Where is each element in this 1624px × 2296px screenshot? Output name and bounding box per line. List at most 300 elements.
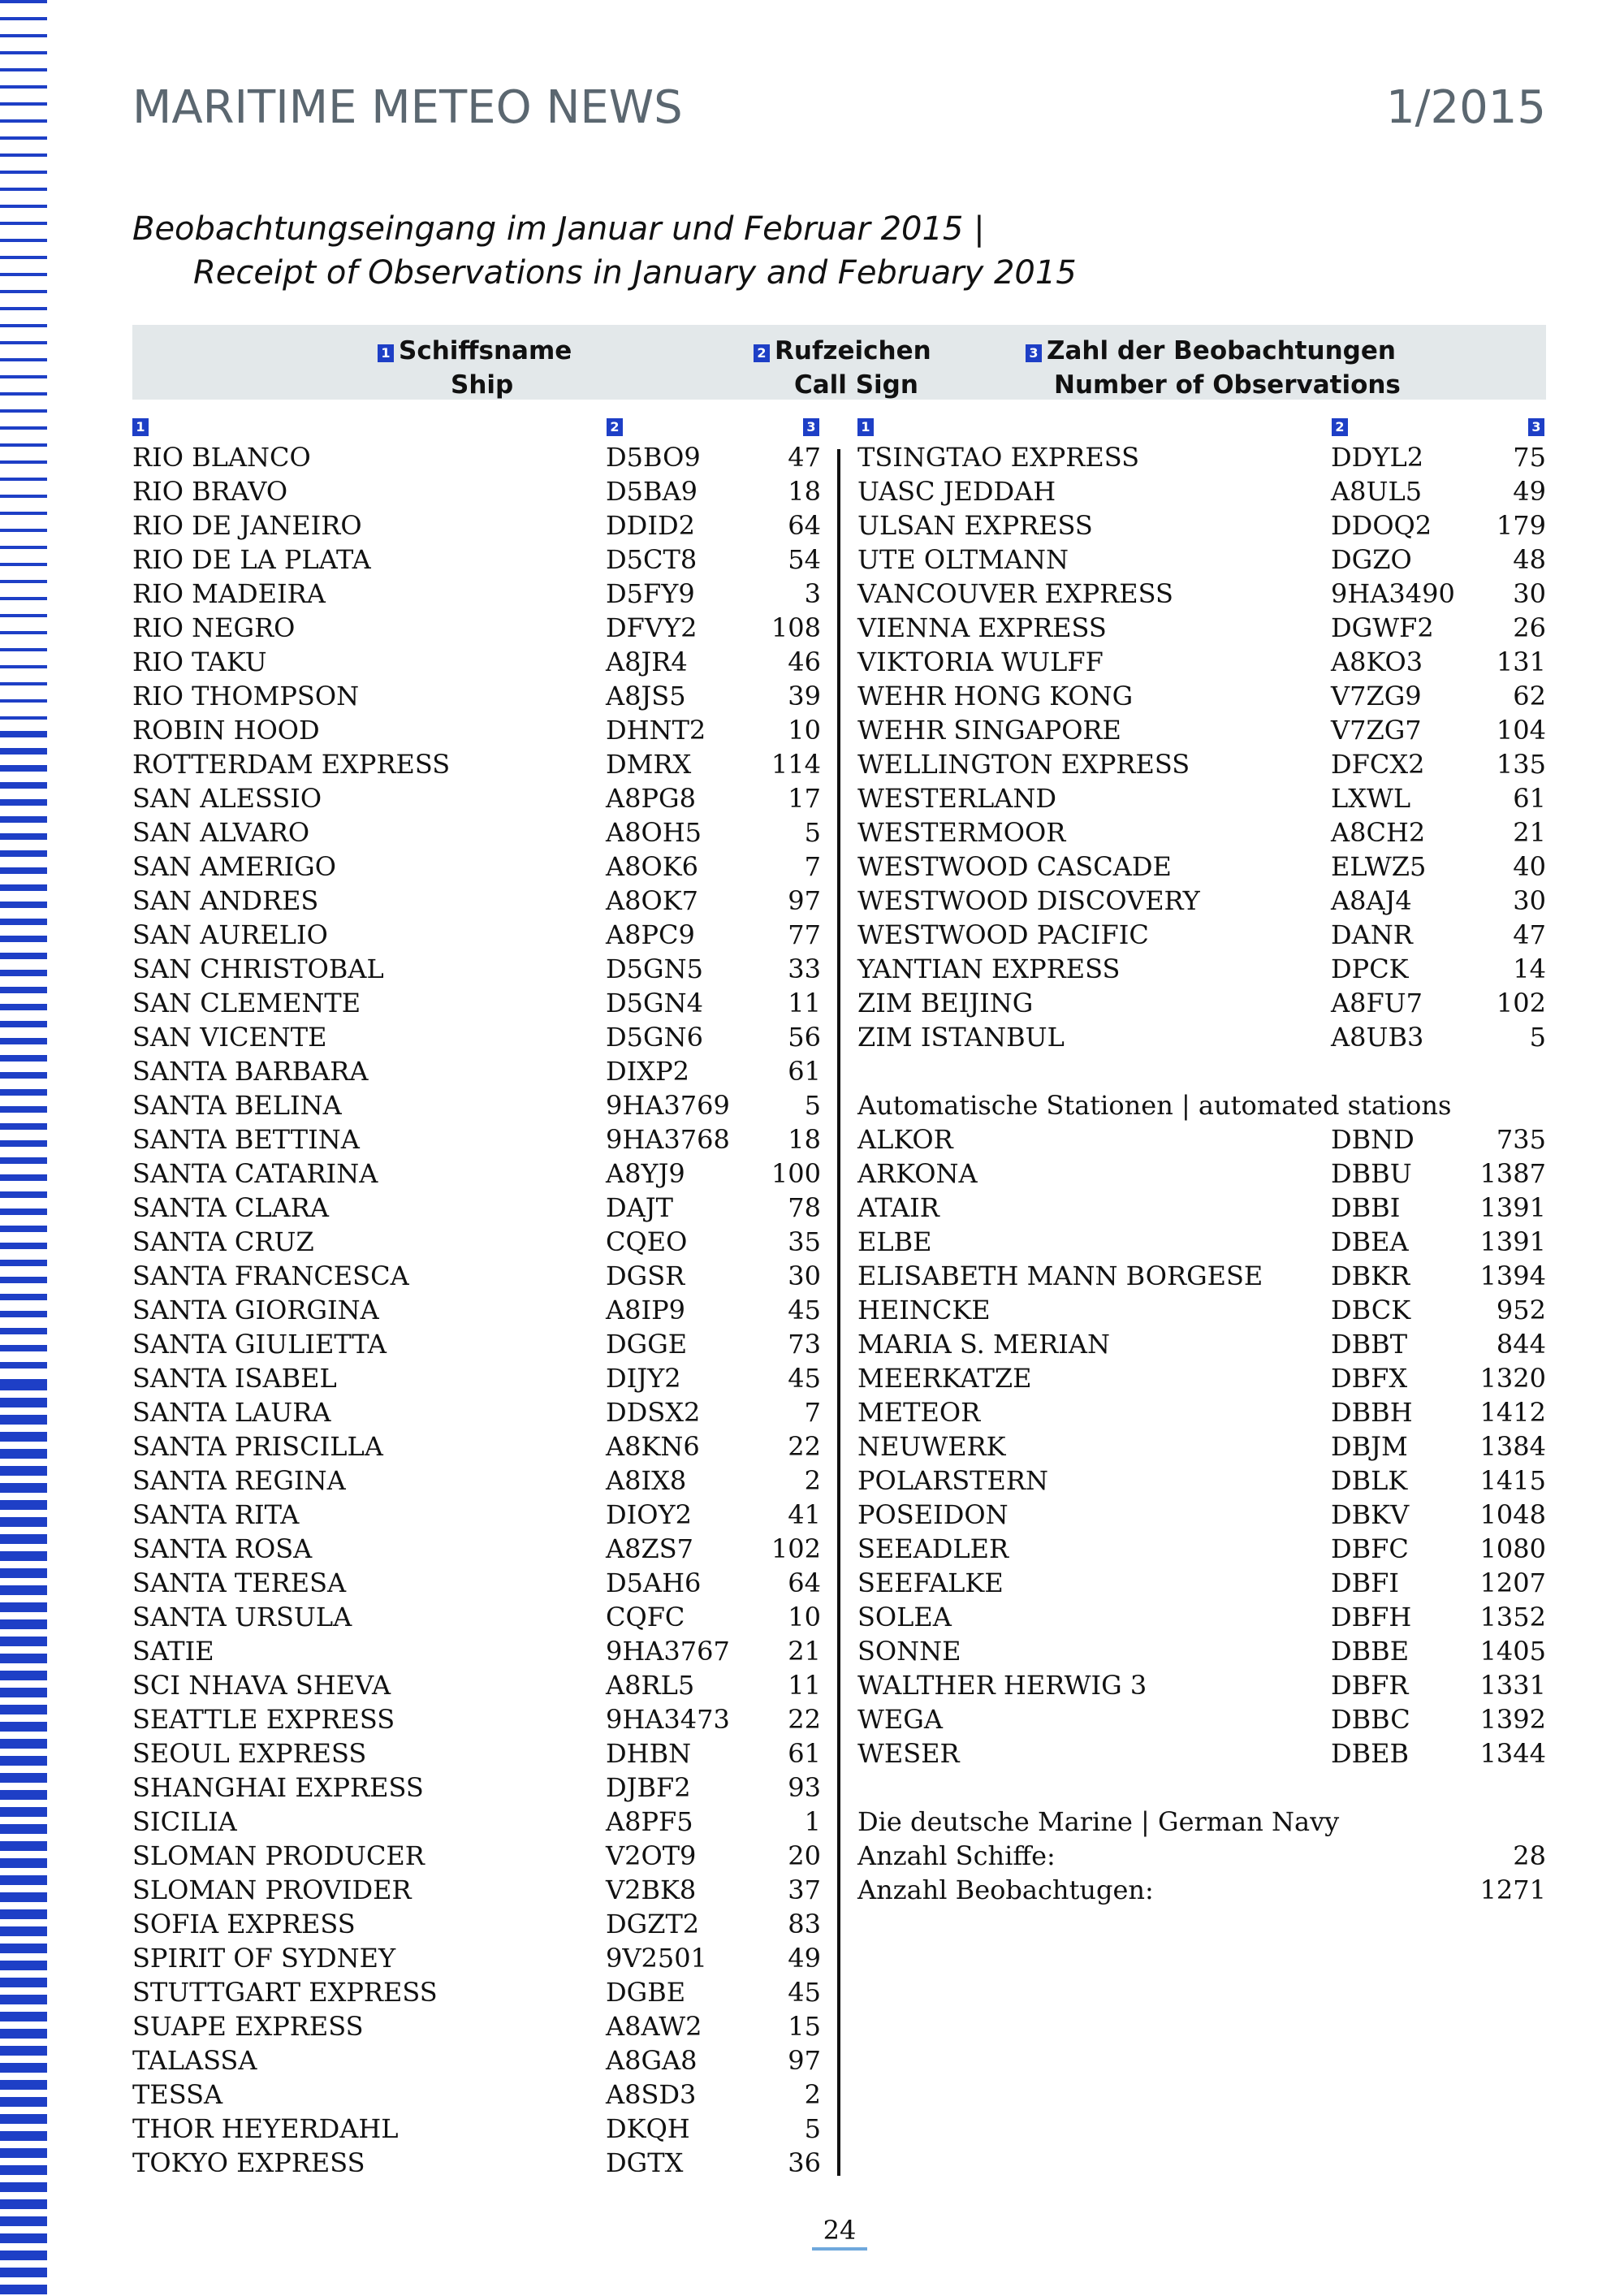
ship-name: ROTTERDAM EXPRESS	[132, 749, 451, 780]
table-row	[857, 986, 1546, 1020]
observation-count: 11	[788, 988, 821, 1018]
left-col1-marker: 1	[132, 418, 149, 436]
observation-count: 1391	[1479, 1226, 1546, 1257]
observation-count: 54	[788, 544, 821, 575]
observation-count: 18	[788, 476, 821, 507]
page-header	[132, 81, 1546, 146]
ship-name: VANCOUVER EXPRESS	[857, 578, 1173, 609]
observation-count: 1391	[1479, 1192, 1546, 1223]
table-row	[857, 1395, 1546, 1429]
call-sign: DDSX2	[606, 1397, 701, 1428]
table-row	[132, 1054, 821, 1088]
table-row	[857, 1259, 1546, 1293]
ship-name: SANTA FRANCESCA	[132, 1260, 409, 1291]
call-sign: DIOY2	[606, 1499, 693, 1530]
call-sign: A8CH2	[1331, 817, 1426, 848]
observation-count: 47	[1513, 919, 1546, 950]
observation-count: 1392	[1479, 1704, 1546, 1735]
table-row	[132, 1259, 821, 1293]
right-column	[857, 440, 1546, 1907]
observation-count: 3	[804, 578, 821, 609]
call-sign: DKQH	[606, 2113, 690, 2144]
table-row	[132, 1361, 821, 1395]
observation-count: 21	[1513, 817, 1546, 848]
call-sign: DBBC	[1331, 1704, 1410, 1735]
ship-name: SHANGHAI EXPRESS	[132, 1772, 424, 1803]
observation-count: 1	[804, 1806, 821, 1837]
table-row	[132, 781, 821, 815]
ship-name: SLOMAN PROVIDER	[132, 1874, 412, 1905]
ship-name: POSEIDON	[857, 1499, 1009, 1530]
ship-name: SANTA TERESA	[132, 1567, 347, 1598]
observation-count: 1331	[1479, 1670, 1546, 1701]
call-sign: DBEB	[1331, 1738, 1410, 1769]
ship-name: SOLEA	[857, 1602, 952, 1632]
ship-name: WEGA	[857, 1704, 943, 1735]
ship-name: ARKONA	[857, 1158, 978, 1189]
table-row	[857, 1532, 1546, 1566]
col1-number-badge: 1	[378, 344, 394, 362]
ship-name: UTE OLTMANN	[857, 544, 1069, 575]
ship-name: SANTA REGINA	[132, 1465, 346, 1496]
observation-count: 77	[788, 919, 821, 950]
call-sign: DMRX	[606, 749, 692, 780]
ship-name: WESTWOOD CASCADE	[857, 851, 1172, 882]
call-sign: V7ZG7	[1331, 715, 1422, 746]
observation-count: 35	[788, 1226, 821, 1257]
call-sign: DBBH	[1331, 1397, 1413, 1428]
table-row	[857, 1020, 1546, 1054]
table-row	[132, 1771, 821, 1805]
issue-number: 1/2015	[1385, 81, 1546, 134]
table-row	[132, 850, 821, 884]
ship-name: SPIRIT OF SYDNEY	[132, 1943, 396, 1974]
page-number: 24	[812, 2215, 867, 2251]
ship-name: ELBE	[857, 1226, 932, 1257]
navy-ships-row	[857, 1839, 1546, 1873]
call-sign: CQEO	[606, 1226, 688, 1257]
table-row	[857, 1429, 1546, 1464]
ship-name: METEOR	[857, 1397, 981, 1428]
ship-name: ZIM ISTANBUL	[857, 1022, 1065, 1053]
ship-name: ELISABETH MANN BORGESE	[857, 1260, 1263, 1291]
ship-name: WESER	[857, 1738, 960, 1769]
column-header-bar	[132, 325, 1546, 400]
publication-title: MARITIME METEO NEWS	[132, 81, 683, 134]
call-sign: A8FU7	[1331, 988, 1423, 1018]
call-sign: DANR	[1331, 919, 1413, 950]
call-sign: D5BA9	[606, 476, 698, 507]
table-row	[857, 1702, 1546, 1736]
ship-name: TOKYO EXPRESS	[132, 2147, 365, 2178]
observation-count: 735	[1496, 1124, 1546, 1155]
left-edge-stripes-mid	[0, 731, 47, 1381]
table-row	[132, 986, 821, 1020]
automated-stations-list	[857, 1122, 1546, 1771]
observation-count: 39	[788, 681, 821, 711]
call-sign: 9HA3473	[606, 1704, 730, 1735]
page-subtitle	[132, 207, 1077, 295]
left-edge-stripes-bottom	[0, 1381, 47, 2296]
observation-count: 45	[788, 1977, 821, 2008]
table-row	[857, 611, 1546, 645]
call-sign: DGBE	[606, 1977, 686, 2008]
table-row	[857, 543, 1546, 577]
table-row	[132, 952, 821, 986]
call-sign: DGSR	[606, 1260, 685, 1291]
ship-name: ALKOR	[857, 1124, 953, 1155]
table-row	[132, 577, 821, 611]
call-sign: DBEA	[1331, 1226, 1409, 1257]
call-sign: DBLK	[1331, 1465, 1408, 1496]
call-sign: D5FY9	[606, 578, 695, 609]
call-sign: DBKV	[1331, 1499, 1410, 1530]
table-row	[857, 645, 1546, 679]
ship-name: SEATTLE EXPRESS	[132, 1704, 395, 1735]
observation-count: 1352	[1479, 1602, 1546, 1632]
table-row	[857, 679, 1546, 713]
observation-count: 49	[1513, 476, 1546, 507]
col2-header-de: 2 Rufzeichen	[754, 336, 931, 365]
table-row	[132, 474, 821, 508]
table-row	[132, 2146, 821, 2180]
ship-name: ATAIR	[857, 1192, 939, 1223]
table-row	[857, 1191, 1546, 1225]
call-sign: DGTX	[606, 2147, 684, 2178]
ship-name: SATIE	[132, 1636, 214, 1667]
observation-count: 104	[1496, 715, 1546, 746]
observation-count: 30	[1513, 578, 1546, 609]
observation-count: 17	[788, 783, 821, 814]
observation-count: 5	[804, 1090, 821, 1121]
observation-count: 83	[788, 1909, 821, 1939]
call-sign: A8PF5	[606, 1806, 693, 1837]
table-row	[132, 1122, 821, 1157]
call-sign: A8GA8	[606, 2045, 698, 2076]
observation-count: 30	[1513, 885, 1546, 916]
observation-count: 1344	[1479, 1738, 1546, 1769]
call-sign: 9V2501	[606, 1943, 707, 1974]
call-sign: 9HA3490	[1331, 578, 1455, 609]
table-row	[132, 611, 821, 645]
table-row	[132, 1327, 821, 1361]
ship-name: WESTWOOD DISCOVERY	[857, 885, 1200, 916]
table-row	[132, 1873, 821, 1907]
call-sign: A8PC9	[606, 919, 695, 950]
call-sign: DBND	[1331, 1124, 1415, 1155]
table-row	[132, 508, 821, 543]
call-sign: D5GN6	[606, 1022, 703, 1053]
table-row	[857, 1361, 1546, 1395]
ship-name: SAN ALESSIO	[132, 783, 322, 814]
table-row	[132, 713, 821, 747]
ship-name: SANTA GIORGINA	[132, 1295, 379, 1325]
ship-name: RIO THOMPSON	[132, 681, 360, 711]
call-sign: A8OK7	[606, 885, 698, 916]
call-sign: A8IX8	[606, 1465, 687, 1496]
table-row	[132, 1600, 821, 1634]
call-sign: A8IP9	[606, 1295, 685, 1325]
ship-name: RIO DE JANEIRO	[132, 510, 362, 541]
ship-name: WALTHER HERWIG 3	[857, 1670, 1147, 1701]
table-row	[132, 884, 821, 918]
ship-name: ROBIN HOOD	[132, 715, 320, 746]
observation-count: 7	[804, 1397, 821, 1428]
observation-count: 131	[1496, 646, 1546, 677]
ship-name: SANTA PRISCILLA	[132, 1431, 383, 1462]
table-row	[132, 1839, 821, 1873]
call-sign: A8SD3	[606, 2079, 697, 2110]
observation-count: 952	[1496, 1295, 1546, 1325]
observation-count: 5	[804, 2113, 821, 2144]
call-sign: DBJM	[1331, 1431, 1408, 1462]
ship-name: SANTA RITA	[132, 1499, 300, 1530]
observation-count: 47	[788, 442, 821, 473]
ship-name: SANTA BARBARA	[132, 1056, 369, 1087]
call-sign: DBFC	[1331, 1533, 1409, 1564]
observation-count: 41	[788, 1499, 821, 1530]
col2-number-badge: 2	[754, 344, 770, 362]
table-row	[857, 1600, 1546, 1634]
observation-count: 61	[788, 1738, 821, 1769]
observation-count: 1384	[1479, 1431, 1546, 1462]
call-sign: DBFH	[1331, 1602, 1412, 1632]
table-row	[132, 2043, 821, 2078]
call-sign: D5BO9	[606, 442, 701, 473]
observation-count: 97	[788, 885, 821, 916]
call-sign: 9HA3769	[606, 1090, 730, 1121]
observation-count: 37	[788, 1874, 821, 1905]
observation-count: 48	[1513, 544, 1546, 575]
observation-count: 45	[788, 1363, 821, 1394]
call-sign: A8KN6	[606, 1431, 700, 1462]
table-row	[857, 850, 1546, 884]
call-sign: DBBI	[1331, 1192, 1401, 1223]
ship-name: SAN ALVARO	[132, 817, 310, 848]
call-sign: V7ZG9	[1331, 681, 1422, 711]
col2-header-en: Call Sign	[794, 370, 918, 400]
call-sign: DBBT	[1331, 1329, 1408, 1360]
observation-count: 1405	[1479, 1636, 1546, 1667]
ship-name: SANTA LAURA	[132, 1397, 331, 1428]
call-sign: A8OK6	[606, 851, 698, 882]
call-sign: DIJY2	[606, 1363, 681, 1394]
table-row	[132, 1907, 821, 1941]
table-row	[857, 508, 1546, 543]
call-sign: DDID2	[606, 510, 695, 541]
left-col2-marker: 2	[607, 418, 623, 436]
observation-count: 1207	[1479, 1567, 1546, 1598]
ship-name: WELLINGTON EXPRESS	[857, 749, 1190, 780]
ship-name: SANTA CLARA	[132, 1192, 329, 1223]
table-row	[857, 781, 1546, 815]
ship-name: SANTA URSULA	[132, 1602, 352, 1632]
table-row	[857, 747, 1546, 781]
col1-header-de: 1 Schiffsname	[378, 336, 572, 365]
observation-count: 1415	[1479, 1465, 1546, 1496]
call-sign: DGGE	[606, 1329, 688, 1360]
observation-count: 62	[1513, 681, 1546, 711]
table-row	[132, 747, 821, 781]
ship-name: SAN AURELIO	[132, 919, 328, 950]
ship-name: WESTERMOOR	[857, 817, 1066, 848]
navy-observations-value: 1271	[1479, 1874, 1546, 1905]
table-row	[857, 1327, 1546, 1361]
table-row	[857, 1293, 1546, 1327]
subtitle-english: Receipt of Observations in January and February 2015	[193, 254, 1077, 292]
observation-count: 36	[788, 2147, 821, 2178]
call-sign: A8KO3	[1331, 646, 1423, 677]
table-row	[857, 1736, 1546, 1771]
call-sign: A8ZS7	[606, 1533, 693, 1564]
navy-title: Die deutsche Marine | German Navy	[857, 1806, 1340, 1837]
table-row	[132, 1191, 821, 1225]
observation-count: 15	[788, 2011, 821, 2042]
call-sign: DBKR	[1331, 1260, 1410, 1291]
table-row	[132, 1225, 821, 1259]
call-sign: DBBE	[1331, 1636, 1410, 1667]
call-sign: A8JR4	[606, 646, 688, 677]
call-sign: DBFX	[1331, 1363, 1408, 1394]
ship-name: SAN CLEMENTE	[132, 988, 361, 1018]
table-row	[857, 1225, 1546, 1259]
observation-count: 26	[1513, 612, 1546, 643]
call-sign: D5GN4	[606, 988, 703, 1018]
observation-count: 64	[788, 1567, 821, 1598]
observation-count: 1394	[1479, 1260, 1546, 1291]
call-sign: A8RL5	[606, 1670, 695, 1701]
ship-name: UASC JEDDAH	[857, 476, 1056, 507]
ship-name: SOFIA EXPRESS	[132, 1909, 356, 1939]
call-sign: DDYL2	[1331, 442, 1424, 473]
call-sign: DAJT	[606, 1192, 673, 1223]
observation-count: 75	[1513, 442, 1546, 473]
call-sign: DPCK	[1331, 953, 1409, 984]
call-sign: DDOQ2	[1331, 510, 1432, 541]
ship-name: SANTA CRUZ	[132, 1226, 314, 1257]
observation-count: 49	[788, 1943, 821, 1974]
table-row	[132, 1566, 821, 1600]
col3-header-en: Number of Observations	[1054, 370, 1401, 400]
ship-name: NEUWERK	[857, 1431, 1006, 1462]
observation-count: 179	[1496, 510, 1546, 541]
table-row	[857, 952, 1546, 986]
observation-count: 30	[788, 1260, 821, 1291]
table-row	[132, 918, 821, 952]
right-col3-marker: 3	[1528, 418, 1544, 436]
ship-name: HEINCKE	[857, 1295, 991, 1325]
observation-count: 73	[788, 1329, 821, 1360]
ship-name: WEHR HONG KONG	[857, 681, 1134, 711]
observation-count: 61	[788, 1056, 821, 1087]
ship-name: SANTA ISABEL	[132, 1363, 337, 1394]
call-sign: D5AH6	[606, 1567, 702, 1598]
call-sign: D5GN5	[606, 953, 703, 984]
observation-count: 45	[788, 1295, 821, 1325]
table-row	[132, 815, 821, 850]
ship-name: SICILIA	[132, 1806, 237, 1837]
ship-name: SANTA ROSA	[132, 1533, 313, 1564]
left-ship-list	[132, 440, 821, 2180]
call-sign: V2OT9	[606, 1840, 697, 1871]
call-sign: DGZO	[1331, 544, 1412, 575]
ship-name: SANTA BETTINA	[132, 1124, 360, 1155]
table-row	[132, 1498, 821, 1532]
ship-name: SCI NHAVA SHEVA	[132, 1670, 391, 1701]
observation-count: 1387	[1479, 1158, 1546, 1189]
observation-count: 108	[771, 612, 821, 643]
ship-name: RIO DE LA PLATA	[132, 544, 371, 575]
observation-count: 7	[804, 851, 821, 882]
ship-name: SEEADLER	[857, 1533, 1009, 1564]
table-row	[857, 918, 1546, 952]
table-row	[132, 1702, 821, 1736]
table-row	[857, 474, 1546, 508]
ship-name: TESSA	[132, 2079, 223, 2110]
ship-name: SONNE	[857, 1636, 961, 1667]
call-sign: CQFC	[606, 1602, 685, 1632]
col3-header-de: 3 Zahl der Beobachtungen	[1026, 336, 1396, 365]
observation-count: 56	[788, 1022, 821, 1053]
ship-name: SAN VICENTE	[132, 1022, 327, 1053]
observation-count: 102	[1496, 988, 1546, 1018]
call-sign: 9HA3767	[606, 1636, 730, 1667]
call-sign: ELWZ5	[1331, 851, 1427, 882]
table-row	[132, 1941, 821, 1975]
observation-count: 93	[788, 1772, 821, 1803]
subtitle-german: Beobachtungseingang im Januar und Februar 2015 |	[132, 210, 985, 248]
ship-name: SANTA GIULIETTA	[132, 1329, 387, 1360]
navy-ships-label: Anzahl Schiffe:	[857, 1840, 1056, 1871]
call-sign: DFVY2	[606, 612, 698, 643]
ship-name: MEERKATZE	[857, 1363, 1032, 1394]
ship-name: ZIM BEIJING	[857, 988, 1034, 1018]
observation-count: 22	[788, 1431, 821, 1462]
ship-name: POLARSTERN	[857, 1465, 1048, 1496]
ship-name: SEOUL EXPRESS	[132, 1738, 367, 1769]
table-row	[132, 440, 821, 474]
call-sign: DFCX2	[1331, 749, 1425, 780]
left-col3-marker: 3	[803, 418, 819, 436]
right-col1-marker: 1	[857, 418, 874, 436]
table-row	[857, 1464, 1546, 1498]
observation-count: 2	[804, 2079, 821, 2110]
call-sign: D5CT8	[606, 544, 698, 575]
call-sign: DBBU	[1331, 1158, 1412, 1189]
call-sign: DBFI	[1331, 1567, 1400, 1598]
table-row	[857, 713, 1546, 747]
navy-observations-label: Anzahl Beobachtugen:	[857, 1874, 1154, 1905]
call-sign: DJBF2	[606, 1772, 691, 1803]
observation-count: 100	[771, 1158, 821, 1189]
call-sign: A8AW2	[606, 2011, 702, 2042]
observation-count: 61	[1513, 783, 1546, 814]
ship-name: VIKTORIA WULFF	[857, 646, 1104, 677]
ship-name: SANTA BELINA	[132, 1090, 342, 1121]
ship-name: WESTERLAND	[857, 783, 1056, 814]
table-row	[857, 1566, 1546, 1600]
observation-count: 64	[788, 510, 821, 541]
observation-count: 11	[788, 1670, 821, 1701]
ship-name: THOR HEYERDAHL	[132, 2113, 399, 2144]
table-row	[857, 1122, 1546, 1157]
table-row	[132, 2009, 821, 2043]
ship-name: STUTTGART EXPRESS	[132, 1977, 438, 2008]
ship-name: SANTA CATARINA	[132, 1158, 378, 1189]
table-row	[132, 1020, 821, 1054]
ship-name: SAN CHRISTOBAL	[132, 953, 384, 984]
table-row	[857, 1157, 1546, 1191]
